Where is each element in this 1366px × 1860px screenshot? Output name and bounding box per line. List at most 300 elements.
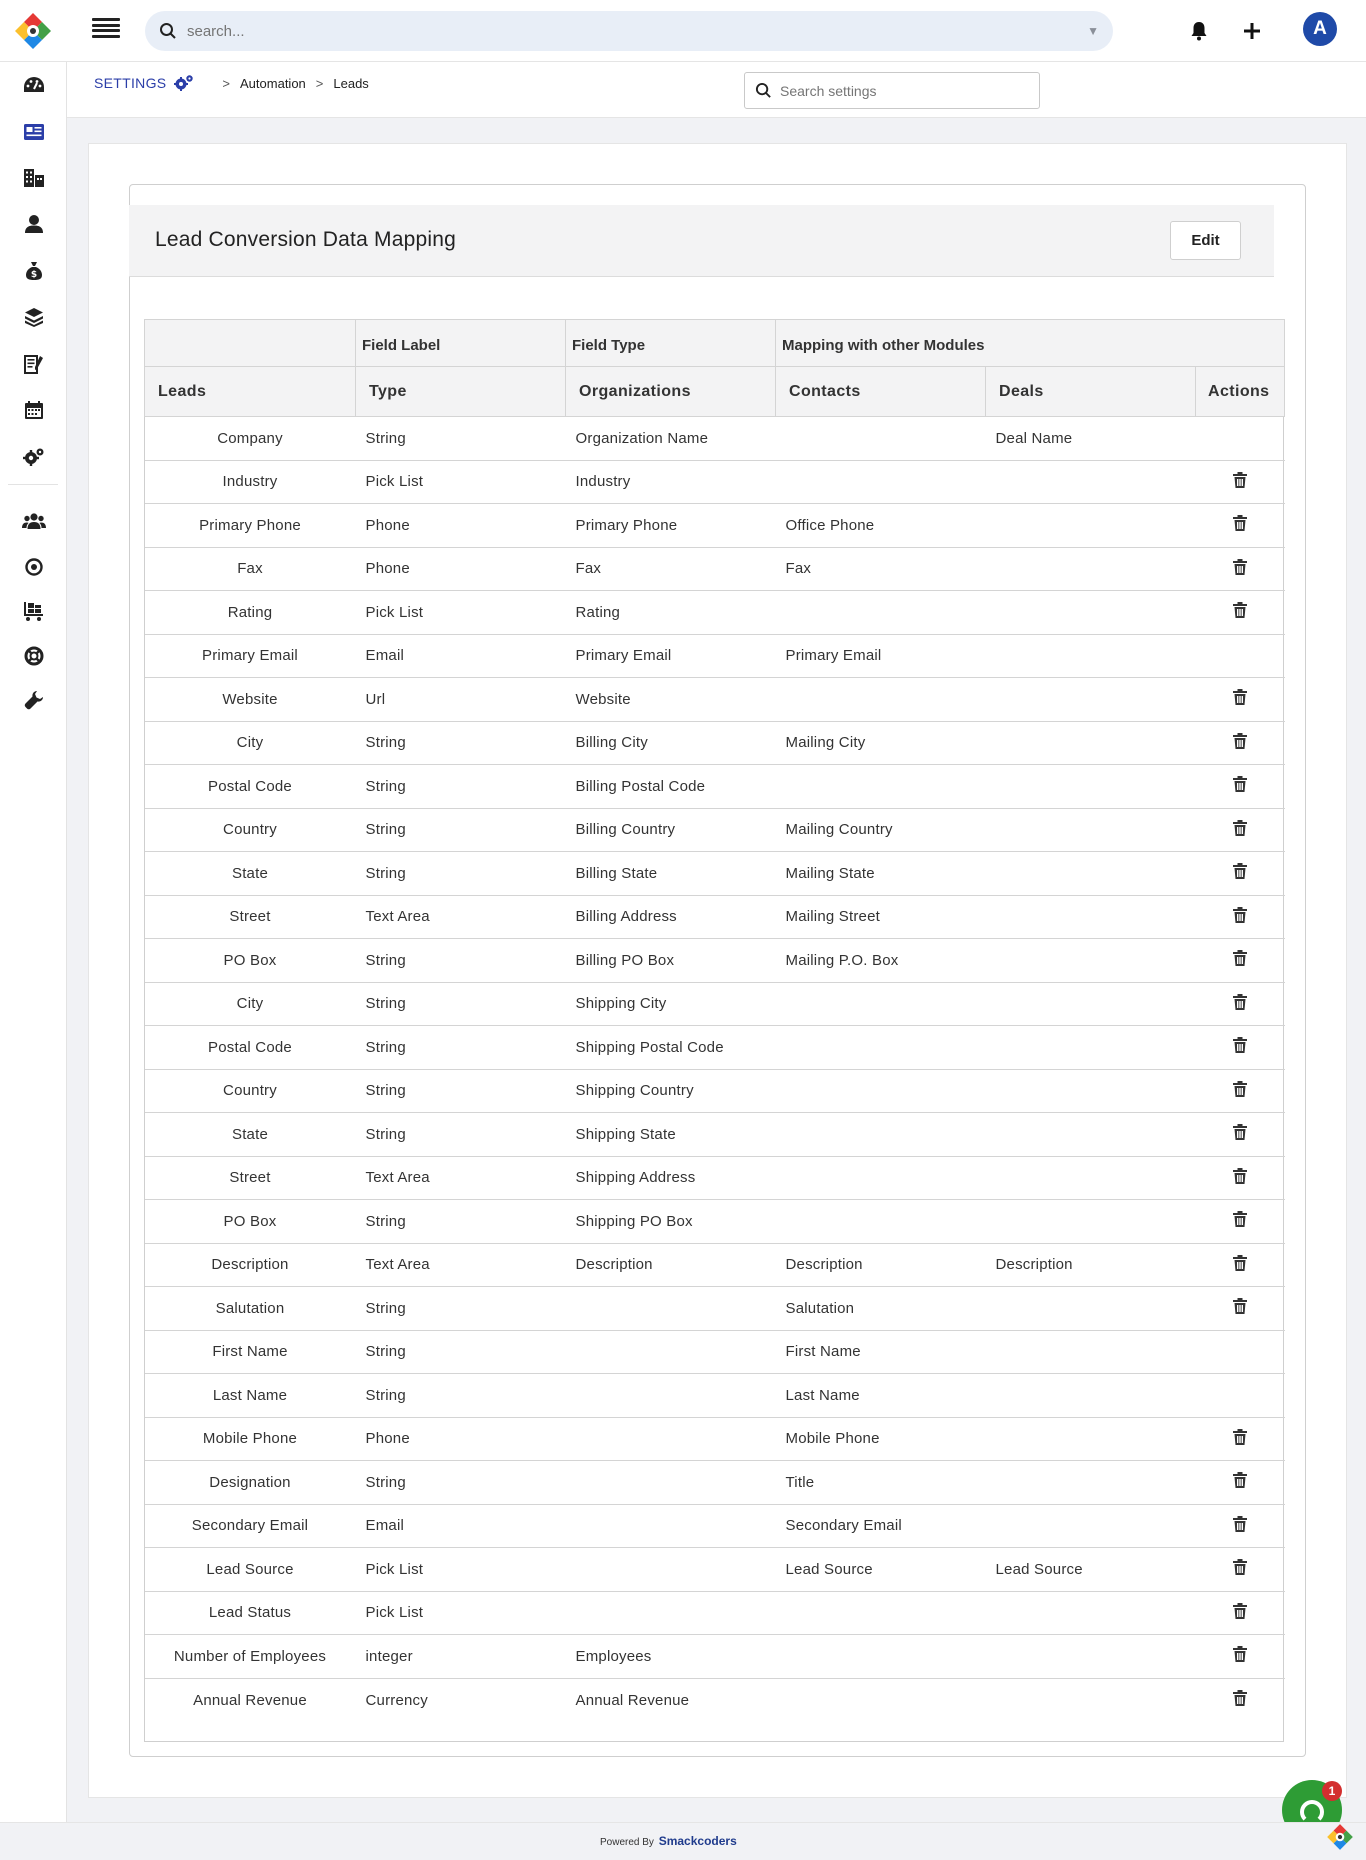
- table-row: [145, 1069, 1285, 1113]
- contact-mapping-cell: Mobile Phone: [776, 1417, 986, 1461]
- sidebar-item-tools[interactable]: [0, 680, 67, 720]
- field-type-cell: Email: [356, 1504, 566, 1548]
- lead-field-cell: City: [145, 721, 356, 765]
- actions-cell: [1196, 1200, 1285, 1244]
- actions-cell: [1196, 1243, 1285, 1287]
- table-row: [145, 1591, 1285, 1635]
- table-row: [145, 939, 1285, 983]
- table-row: [145, 1417, 1285, 1461]
- deal-mapping-cell: [986, 504, 1196, 548]
- add-new-plus-icon[interactable]: [1234, 13, 1270, 49]
- deal-mapping-cell: [986, 1069, 1196, 1113]
- organization-mapping-cell: Primary Phone: [566, 504, 776, 548]
- deal-mapping-cell: [986, 460, 1196, 504]
- field-type-cell: String: [356, 765, 566, 809]
- field-type-cell: Text Area: [356, 1156, 566, 1200]
- organization-mapping-cell: Shipping Country: [566, 1069, 776, 1113]
- organization-mapping-cell: [566, 1548, 776, 1592]
- field-type-cell: String: [356, 721, 566, 765]
- contact-mapping-cell: Mailing P.O. Box: [776, 939, 986, 983]
- contact-mapping-cell: [776, 1026, 986, 1070]
- mapping-table: [144, 319, 1285, 1722]
- organization-mapping-cell: [566, 1461, 776, 1505]
- search-icon: [159, 22, 177, 40]
- actions-cell: [1196, 1548, 1285, 1592]
- actions-cell: [1196, 939, 1285, 983]
- deal-mapping-cell: [986, 1461, 1196, 1505]
- contact-mapping-cell: Description: [776, 1243, 986, 1287]
- organization-mapping-cell: Billing Postal Code: [566, 765, 776, 809]
- header-blank-cell: [145, 320, 356, 367]
- delete-trash-icon[interactable]: [1233, 1690, 1247, 1710]
- actions-cell: [1196, 808, 1285, 852]
- actions-cell: [1196, 634, 1285, 678]
- deal-mapping-cell: Deal Name: [986, 417, 1196, 461]
- deal-mapping-cell: [986, 1374, 1196, 1418]
- sidebar-item-quotes[interactable]: [0, 344, 67, 384]
- search-dropdown-caret-icon[interactable]: ▼: [1087, 24, 1099, 38]
- app-logo[interactable]: [12, 10, 54, 52]
- deal-mapping-cell: Lead Source: [986, 1548, 1196, 1592]
- lead-field-cell: Fax: [145, 547, 356, 591]
- table-row: [145, 1243, 1285, 1287]
- field-type-cell: String: [356, 1330, 566, 1374]
- settings-gears-icon: [23, 447, 45, 467]
- column-header-deals: Deals: [986, 367, 1196, 417]
- delete-trash-icon[interactable]: [1233, 733, 1247, 753]
- table-row: [145, 417, 1285, 461]
- field-type-cell: Phone: [356, 504, 566, 548]
- table-row: [145, 808, 1285, 852]
- deal-mapping-cell: [986, 765, 1196, 809]
- deal-mapping-cell: [986, 1591, 1196, 1635]
- contact-mapping-cell: Secondary Email: [776, 1504, 986, 1548]
- lead-field-cell: Postal Code: [145, 1026, 356, 1070]
- delete-trash-icon[interactable]: [1233, 1298, 1247, 1318]
- contact-mapping-cell: [776, 1635, 986, 1679]
- table-row: [145, 1374, 1285, 1418]
- deal-mapping-cell: [986, 634, 1196, 678]
- table-row: [145, 591, 1285, 635]
- lead-field-cell: PO Box: [145, 1200, 356, 1244]
- table-row: [145, 1200, 1285, 1244]
- chat-notification-badge: 1: [1322, 1781, 1342, 1801]
- organization-mapping-cell: [566, 1591, 776, 1635]
- field-type-cell: Text Area: [356, 1243, 566, 1287]
- breadcrumb-item-leads[interactable]: Leads: [333, 75, 369, 91]
- actions-cell: [1196, 721, 1285, 765]
- organization-mapping-cell: Website: [566, 678, 776, 722]
- table-row: [145, 1113, 1285, 1157]
- table-row: [145, 1461, 1285, 1505]
- deal-mapping-cell: [986, 591, 1196, 635]
- contact-mapping-cell: Title: [776, 1461, 986, 1505]
- sidebar-item-deals[interactable]: [0, 251, 67, 291]
- table-row: [145, 1330, 1285, 1374]
- settings-search-input[interactable]: [780, 83, 1029, 99]
- deal-mapping-cell: [986, 852, 1196, 896]
- field-type-cell: String: [356, 808, 566, 852]
- table-row: [145, 765, 1285, 809]
- table-row: [145, 1678, 1285, 1722]
- deal-mapping-cell: [986, 895, 1196, 939]
- column-header-contacts: Contacts: [776, 367, 986, 417]
- notifications-bell-icon[interactable]: [1181, 13, 1217, 49]
- organization-mapping-cell: Organization Name: [566, 417, 776, 461]
- deal-mapping-cell: [986, 1504, 1196, 1548]
- organization-mapping-cell: [566, 1374, 776, 1418]
- organization-mapping-cell: [566, 1504, 776, 1548]
- actions-cell: [1196, 1417, 1285, 1461]
- deal-mapping-cell: [986, 1287, 1196, 1331]
- delete-trash-icon[interactable]: [1233, 1472, 1247, 1492]
- contact-mapping-cell: Last Name: [776, 1374, 986, 1418]
- deal-mapping-cell: [986, 939, 1196, 983]
- deal-mapping-cell: [986, 547, 1196, 591]
- actions-cell: [1196, 460, 1285, 504]
- breadcrumb-settings-link[interactable]: SETTINGS: [94, 75, 167, 91]
- powered-by-text: [600, 1834, 737, 1848]
- lead-field-cell: Designation: [145, 1461, 356, 1505]
- contact-mapping-cell: [776, 1200, 986, 1244]
- actions-cell: [1196, 1374, 1285, 1418]
- actions-cell: [1196, 1113, 1285, 1157]
- group-header-mapping: Mapping with other Modules: [776, 320, 1285, 367]
- actions-cell: [1196, 1069, 1285, 1113]
- actions-cell: [1196, 1461, 1285, 1505]
- lead-field-cell: Street: [145, 895, 356, 939]
- actions-cell: [1196, 678, 1285, 722]
- organization-mapping-cell: Industry: [566, 460, 776, 504]
- actions-cell: [1196, 1287, 1285, 1331]
- deal-mapping-cell: [986, 808, 1196, 852]
- contact-mapping-cell: Mailing City: [776, 721, 986, 765]
- delete-trash-icon[interactable]: [1233, 907, 1247, 927]
- organization-mapping-cell: Billing PO Box: [566, 939, 776, 983]
- cart-boxes-icon: [23, 601, 45, 621]
- global-search-input[interactable]: [187, 23, 1087, 40]
- actions-cell: [1196, 1678, 1285, 1722]
- contact-mapping-cell: [776, 678, 986, 722]
- organization-mapping-cell: Billing Address: [566, 895, 776, 939]
- deal-mapping-cell: [986, 1678, 1196, 1722]
- organization-mapping-cell: Shipping Postal Code: [566, 1026, 776, 1070]
- lead-field-cell: Street: [145, 1156, 356, 1200]
- table-row: [145, 634, 1285, 678]
- delete-trash-icon[interactable]: [1233, 820, 1247, 840]
- lead-field-cell: Primary Email: [145, 634, 356, 678]
- sidebar-item-target[interactable]: [0, 547, 67, 587]
- group-header-field-label: Field Label: [356, 320, 566, 367]
- lifebuoy-icon: [24, 646, 44, 666]
- sidebar-item-settings[interactable]: [0, 437, 67, 477]
- actions-cell: [1196, 1156, 1285, 1200]
- table-row: [145, 678, 1285, 722]
- table-row: [145, 1635, 1285, 1679]
- sidebar-item-team[interactable]: [0, 501, 67, 541]
- field-type-cell: String: [356, 852, 566, 896]
- group-header-field-type: Field Type: [566, 320, 776, 367]
- column-header-organizations: Organizations: [566, 367, 776, 417]
- deal-mapping-cell: [986, 982, 1196, 1026]
- organization-mapping-cell: Billing City: [566, 721, 776, 765]
- sidebar-item-contacts[interactable]: [0, 204, 67, 244]
- deal-mapping-cell: [986, 721, 1196, 765]
- field-type-cell: Email: [356, 634, 566, 678]
- delete-trash-icon[interactable]: [1233, 602, 1247, 622]
- organization-mapping-cell: [566, 1417, 776, 1461]
- contact-mapping-cell: Salutation: [776, 1287, 986, 1331]
- edit-button[interactable]: Edit: [1170, 221, 1241, 260]
- contact-mapping-cell: [776, 591, 986, 635]
- actions-cell: [1196, 1635, 1285, 1679]
- brand-link[interactable]: Smackcoders: [658, 1834, 737, 1848]
- delete-trash-icon[interactable]: [1233, 863, 1247, 883]
- top-bar: [0, 0, 1366, 62]
- organization-mapping-cell: Shipping PO Box: [566, 1200, 776, 1244]
- sidebar-item-inventory[interactable]: [0, 591, 67, 631]
- delete-trash-icon[interactable]: [1233, 1255, 1247, 1275]
- deal-mapping-cell: Description: [986, 1243, 1196, 1287]
- lead-field-cell: Last Name: [145, 1374, 356, 1418]
- field-type-cell: integer: [356, 1635, 566, 1679]
- field-type-cell: String: [356, 1287, 566, 1331]
- delete-trash-icon[interactable]: [1233, 472, 1247, 492]
- lead-field-cell: City: [145, 982, 356, 1026]
- lead-field-cell: Annual Revenue: [145, 1678, 356, 1722]
- breadcrumb-chevron-icon: >: [315, 75, 324, 91]
- actions-cell: [1196, 504, 1285, 548]
- lead-field-cell: Number of Employees: [145, 1635, 356, 1679]
- column-header-leads: Leads: [145, 367, 356, 417]
- footer-app-logo: [1325, 1822, 1355, 1852]
- organization-mapping-cell: Shipping State: [566, 1113, 776, 1157]
- layers-box-icon: [24, 307, 44, 327]
- contact-mapping-cell: [776, 417, 986, 461]
- contact-mapping-cell: [776, 1069, 986, 1113]
- field-type-cell: String: [356, 1069, 566, 1113]
- field-type-cell: String: [356, 1374, 566, 1418]
- sidebar-item-support[interactable]: [0, 636, 67, 676]
- table-row: [145, 982, 1285, 1026]
- delete-trash-icon[interactable]: [1233, 1168, 1247, 1188]
- field-type-cell: Pick List: [356, 1591, 566, 1635]
- contact-mapping-cell: [776, 765, 986, 809]
- actions-cell: [1196, 417, 1285, 461]
- field-type-cell: Text Area: [356, 895, 566, 939]
- svg-text:$: $: [30, 270, 37, 280]
- actions-cell: [1196, 1504, 1285, 1548]
- chat-bubble-icon: [1300, 1800, 1324, 1824]
- delete-trash-icon[interactable]: [1233, 1081, 1247, 1101]
- lead-field-cell: First Name: [145, 1330, 356, 1374]
- field-type-cell: Url: [356, 678, 566, 722]
- actions-cell: [1196, 765, 1285, 809]
- delete-trash-icon[interactable]: [1233, 776, 1247, 796]
- contact-mapping-cell: Mailing State: [776, 852, 986, 896]
- organization-mapping-cell: Billing Country: [566, 808, 776, 852]
- actions-cell: [1196, 852, 1285, 896]
- contact-mapping-cell: [776, 1678, 986, 1722]
- actions-cell: [1196, 1330, 1285, 1374]
- lead-field-cell: Postal Code: [145, 765, 356, 809]
- settings-gears-icon[interactable]: [174, 74, 194, 92]
- column-header-type: Type: [356, 367, 566, 417]
- delete-trash-icon[interactable]: [1233, 1603, 1247, 1623]
- organization-mapping-cell: Shipping Address: [566, 1156, 776, 1200]
- settings-search-box[interactable]: [744, 72, 1040, 109]
- contact-mapping-cell: Fax: [776, 547, 986, 591]
- delete-trash-icon[interactable]: [1233, 559, 1247, 579]
- delete-trash-icon[interactable]: [1233, 1429, 1247, 1449]
- organization-mapping-cell: [566, 1287, 776, 1331]
- deal-mapping-cell: [986, 1330, 1196, 1374]
- group-users-icon: [22, 512, 46, 530]
- field-type-cell: Currency: [356, 1678, 566, 1722]
- lead-field-cell: Primary Phone: [145, 504, 356, 548]
- table-row: [145, 1026, 1285, 1070]
- sidebar-item-organizations[interactable]: [0, 158, 67, 198]
- field-type-cell: String: [356, 939, 566, 983]
- contact-mapping-cell: Primary Email: [776, 634, 986, 678]
- delete-trash-icon[interactable]: [1233, 950, 1247, 970]
- lead-field-cell: Rating: [145, 591, 356, 635]
- lead-field-cell: Lead Status: [145, 1591, 356, 1635]
- delete-trash-icon[interactable]: [1233, 1211, 1247, 1231]
- organization-mapping-cell: Billing State: [566, 852, 776, 896]
- delete-trash-icon[interactable]: [1233, 1646, 1247, 1666]
- document-pen-icon: [23, 354, 45, 374]
- actions-cell: [1196, 982, 1285, 1026]
- contact-mapping-cell: [776, 1156, 986, 1200]
- lead-field-cell: Lead Source: [145, 1548, 356, 1592]
- lead-field-cell: Secondary Email: [145, 1504, 356, 1548]
- person-icon: [24, 214, 44, 234]
- target-circle-icon: [24, 557, 44, 577]
- field-type-cell: Pick List: [356, 591, 566, 635]
- deal-mapping-cell: [986, 1026, 1196, 1070]
- actions-cell: [1196, 1591, 1285, 1635]
- organization-mapping-cell: Employees: [566, 1635, 776, 1679]
- page-title: Lead Conversion Data Mapping: [155, 228, 456, 251]
- actions-cell: [1196, 547, 1285, 591]
- contact-mapping-cell: Mailing Street: [776, 895, 986, 939]
- field-type-cell: Pick List: [356, 1548, 566, 1592]
- organization-mapping-cell: Rating: [566, 591, 776, 635]
- contact-mapping-cell: Lead Source: [776, 1548, 986, 1592]
- field-type-cell: String: [356, 1026, 566, 1070]
- deal-mapping-cell: [986, 1113, 1196, 1157]
- delete-trash-icon[interactable]: [1233, 994, 1247, 1014]
- organization-mapping-cell: [566, 1330, 776, 1374]
- table-row: [145, 721, 1285, 765]
- sidebar-item-products[interactable]: [0, 297, 67, 337]
- table-row: [145, 504, 1285, 548]
- contact-mapping-cell: [776, 460, 986, 504]
- delete-trash-icon[interactable]: [1233, 1559, 1247, 1579]
- sidebar-item-calendar[interactable]: [0, 390, 67, 430]
- lead-field-cell: State: [145, 1113, 356, 1157]
- organization-mapping-cell: Annual Revenue: [566, 1678, 776, 1722]
- building-icon: [23, 168, 45, 188]
- actions-cell: [1196, 1026, 1285, 1070]
- delete-trash-icon[interactable]: [1233, 515, 1247, 535]
- contact-mapping-cell: First Name: [776, 1330, 986, 1374]
- field-type-cell: String: [356, 1113, 566, 1157]
- global-search-bar[interactable]: [145, 11, 1113, 51]
- table-row: [145, 460, 1285, 504]
- lead-field-cell: Description: [145, 1243, 356, 1287]
- deal-mapping-cell: [986, 1156, 1196, 1200]
- mapping-table-container: [144, 319, 1284, 1742]
- organization-mapping-cell: Shipping City: [566, 982, 776, 1026]
- lead-field-cell: State: [145, 852, 356, 896]
- lead-field-cell: Company: [145, 417, 356, 461]
- contact-mapping-cell: [776, 982, 986, 1026]
- deal-mapping-cell: [986, 1417, 1196, 1461]
- table-row: [145, 547, 1285, 591]
- delete-trash-icon[interactable]: [1233, 1037, 1247, 1057]
- actions-cell: [1196, 591, 1285, 635]
- sidebar-divider: [8, 484, 58, 485]
- breadcrumb-chevron-icon: >: [222, 75, 231, 91]
- contact-mapping-cell: Mailing Country: [776, 808, 986, 852]
- money-bag-icon: [25, 261, 43, 281]
- powered-by-label: Powered By: [600, 1837, 654, 1848]
- column-header-actions: Actions: [1196, 367, 1285, 417]
- field-type-cell: String: [356, 982, 566, 1026]
- contact-mapping-cell: [776, 1113, 986, 1157]
- lead-field-cell: Website: [145, 678, 356, 722]
- deal-mapping-cell: [986, 1635, 1196, 1679]
- field-type-cell: String: [356, 417, 566, 461]
- contact-mapping-cell: Office Phone: [776, 504, 986, 548]
- deal-mapping-cell: [986, 678, 1196, 722]
- breadcrumb-item-automation[interactable]: Automation: [240, 75, 306, 91]
- user-avatar[interactable]: A: [1303, 12, 1337, 46]
- sidebar-item-leads[interactable]: [0, 112, 67, 152]
- lead-field-cell: Industry: [145, 460, 356, 504]
- mapping-table-body: [145, 417, 1285, 1722]
- table-row: [145, 1287, 1285, 1331]
- lead-field-cell: Country: [145, 1069, 356, 1113]
- table-row: [145, 895, 1285, 939]
- table-row: [145, 1548, 1285, 1592]
- sidebar-item-dashboard[interactable]: [0, 65, 67, 105]
- breadcrumb: [94, 74, 369, 92]
- hamburger-menu-button[interactable]: [92, 16, 120, 40]
- organization-mapping-cell: Description: [566, 1243, 776, 1287]
- table-row: [145, 1504, 1285, 1548]
- wrench-icon: [24, 690, 44, 710]
- dashboard-gauge-icon: [23, 76, 45, 94]
- field-type-cell: Pick List: [356, 460, 566, 504]
- field-type-cell: String: [356, 1200, 566, 1244]
- search-icon: [755, 82, 772, 99]
- delete-trash-icon[interactable]: [1233, 1516, 1247, 1536]
- delete-trash-icon[interactable]: [1233, 1124, 1247, 1144]
- field-type-cell: String: [356, 1461, 566, 1505]
- delete-trash-icon[interactable]: [1233, 689, 1247, 709]
- lead-field-cell: PO Box: [145, 939, 356, 983]
- calendar-icon: [24, 400, 44, 420]
- table-row: [145, 852, 1285, 896]
- lead-field-cell: Mobile Phone: [145, 1417, 356, 1461]
- organization-mapping-cell: Fax: [566, 547, 776, 591]
- lead-card-icon: [23, 123, 45, 141]
- contact-mapping-cell: [776, 1591, 986, 1635]
- organization-mapping-cell: Primary Email: [566, 634, 776, 678]
